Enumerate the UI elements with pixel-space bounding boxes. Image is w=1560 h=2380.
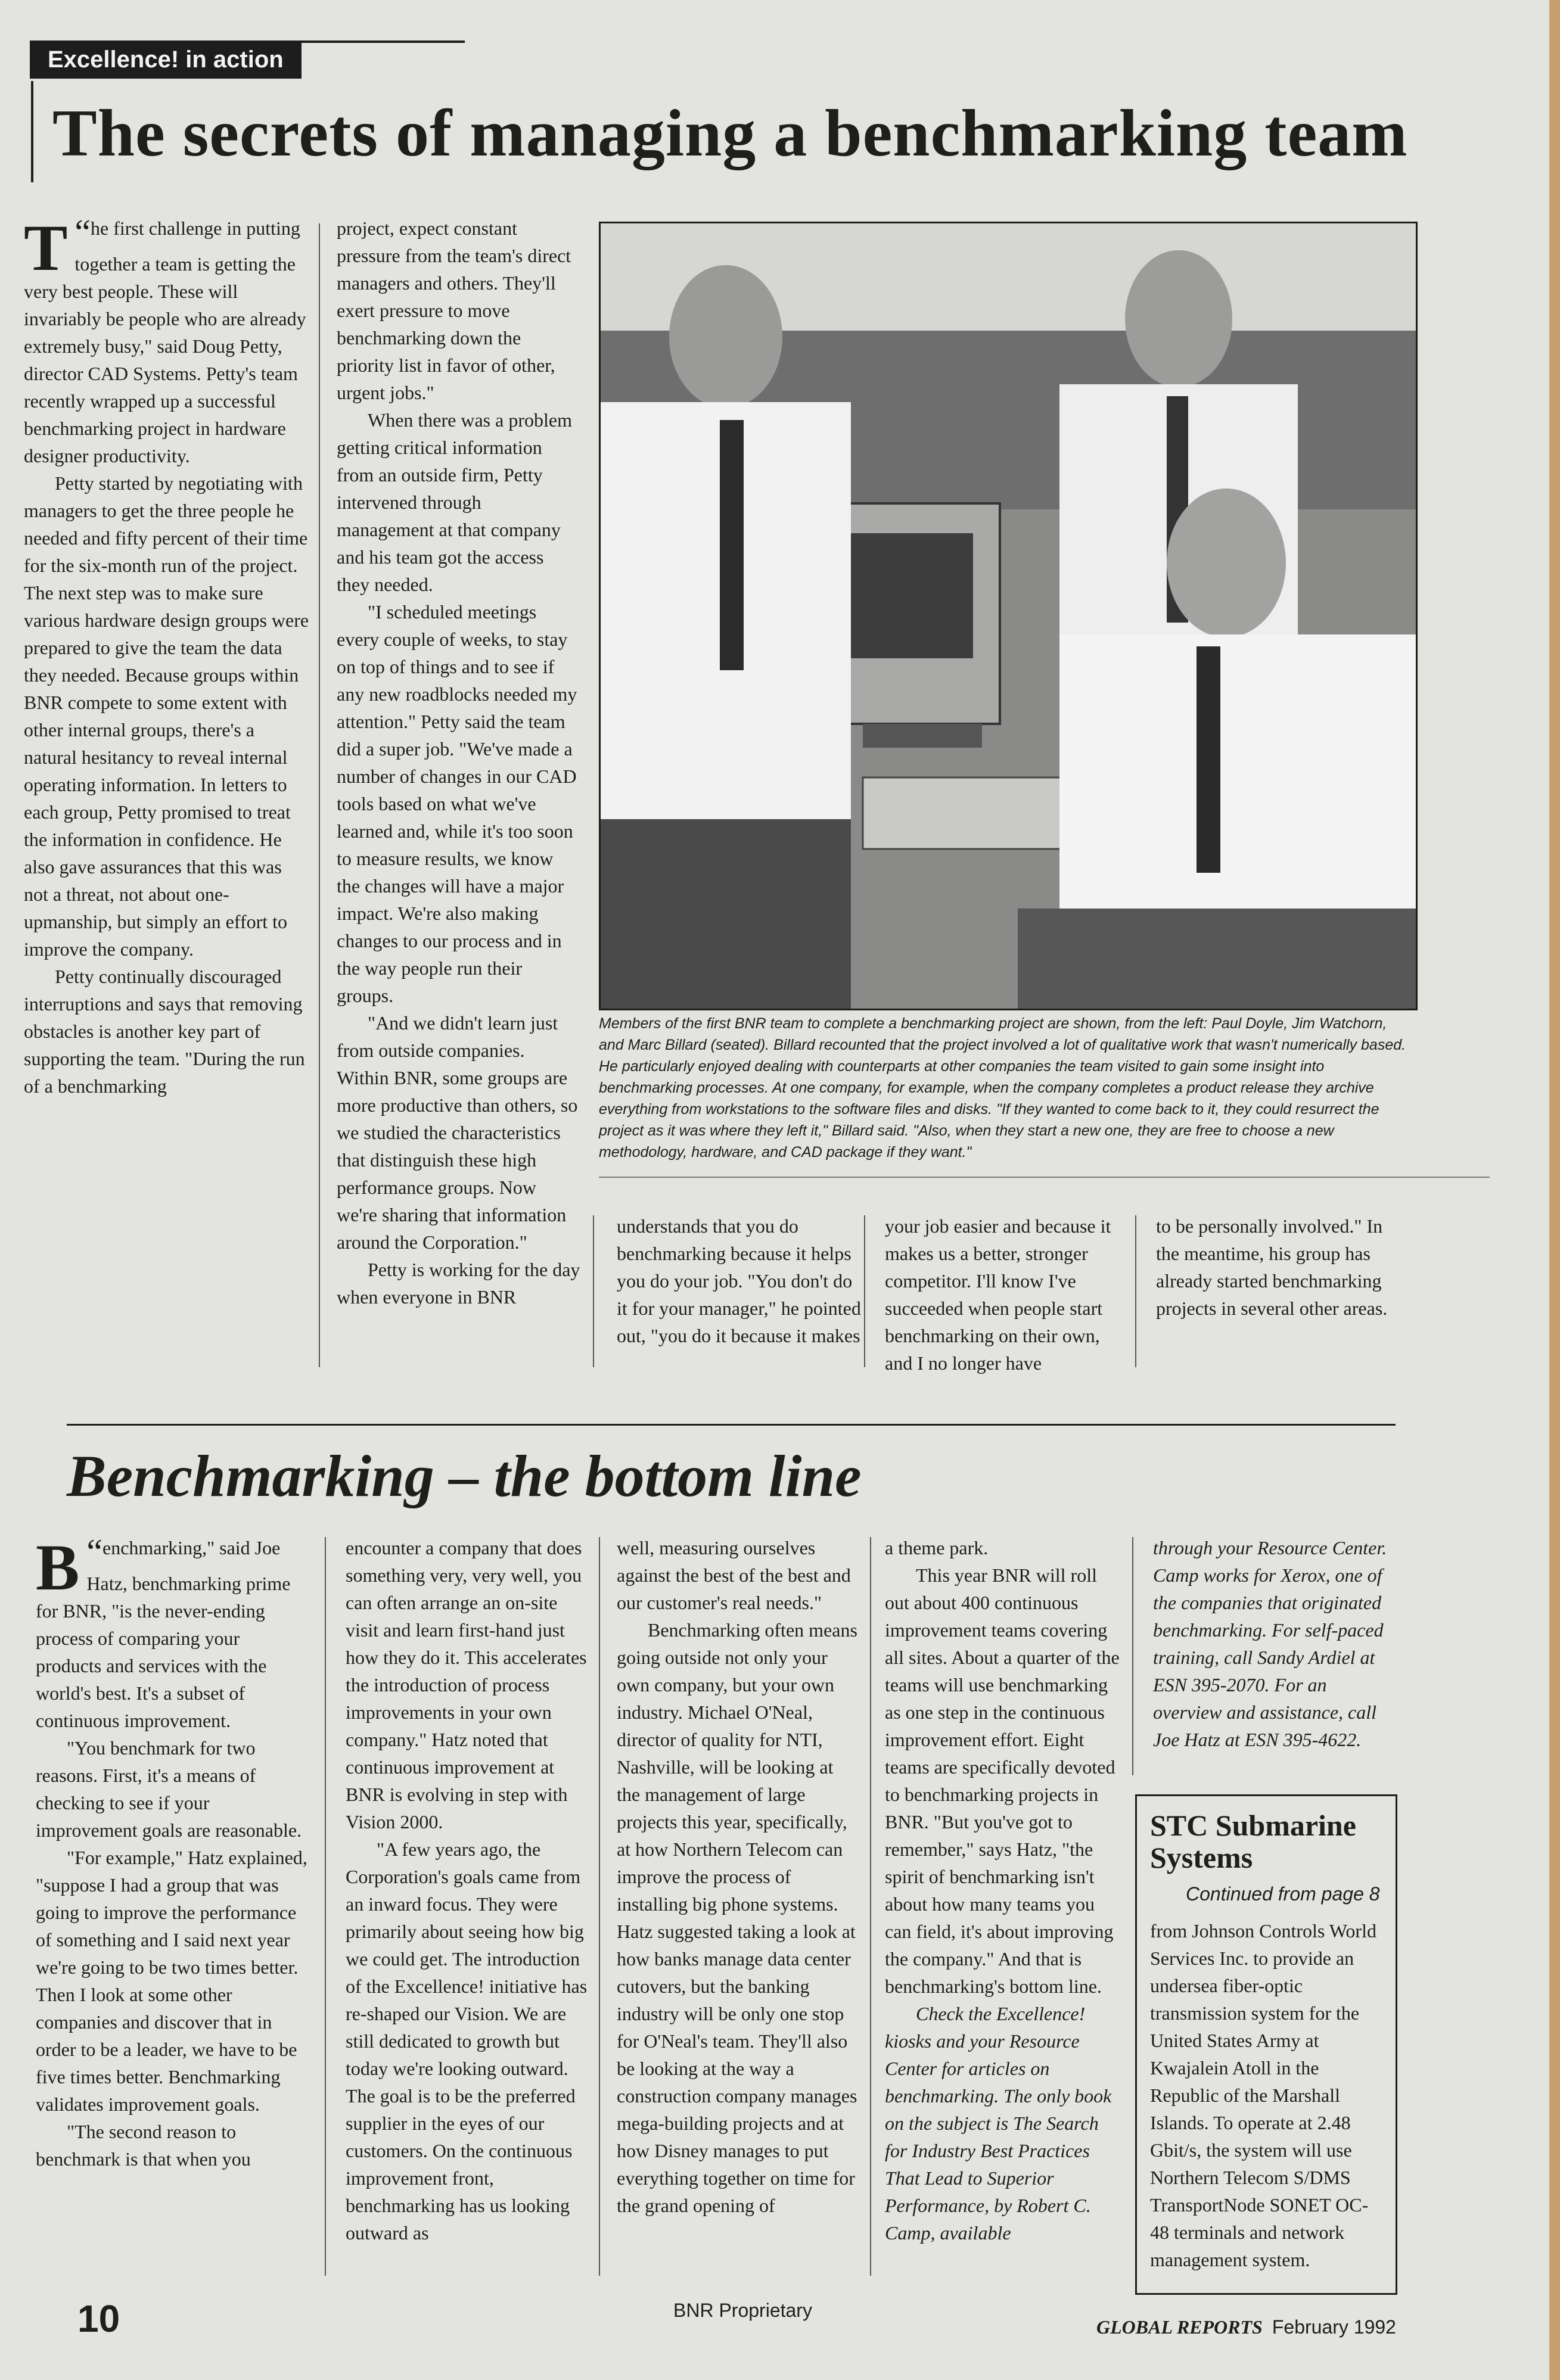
article2-col4-p2: This year BNR will roll out about 400 continuous improvement teams covering all sites. About a quarter of the teams will use benchmarking as one step in the continuous improvement effort. Eight teams are specifically devoted to benchmarking projects in BNR. "But you've got to remember," says Hatz, "the spirit of benchmarking isn't about how many teams you can field, it's about improving the company." And that is benchmarking's bottom line. [885,1564,1120,1997]
sidebar-body: from Johnson Controls World Services Inc. to provide an undersea fiber-optic transmission system for the United States Army at Kwajalein Atoll in the Republic of the Marshall Islands. To operate at 2.48 Gbit/s, the system will use Northern Telecom S/DMS TransportNode SONET OC-48 terminals and network management system. [1150,1920,1376,2270]
caption-rule [599,1177,1490,1178]
column-divider [593,1215,594,1367]
article1-headline: The secrets of managing a benchmarking team [52,97,1408,170]
column-divider [319,223,320,1367]
section-kicker: Excellence! in action [30,41,302,79]
article1-dropcap: T [24,211,68,284]
page-number: 10 [77,2297,120,2340]
sidebar-title: STC Submarine Systems [1150,1809,1356,1874]
column-divider [599,1537,600,2276]
team-photo [599,222,1418,1010]
article1-col1-p1: he first challenge in putting together a team is getting the very best people. These will invariably be people who are already extremely busy," said Doug Petty, director CAD Systems. Petty's team recently wrapped up a successful benchmarking project in hardware designer productivity. [24,217,306,466]
headline-rule [31,81,33,182]
article1-col4: your job easier and because it makes us a better, stronger competitor. I'll know I've succeeded when people start benchmarking on their own, and I no longer have [885,1215,1111,1374]
publication-date: February 1992 [1272,2316,1396,2338]
article2-col2-p1: encounter a company that does something very, very well, you can often arrange an on-site visit and learn first-hand just how they do it. This accelerates the introduction of process improvements in your own company." Hatz noted that continuous improvement at BNR is evolving in step with Vision 2000. [346,1537,587,1833]
article1-col5: to be personally involved." In the meantime, his group has already started benchmarking projects in several other areas. [1156,1215,1388,1319]
article1-col2-p3: "I scheduled meetings every couple of weeks, to stay on top of things and to see if any new roadblocks needed my attention." Petty said the team did a super job. "We've made a number of changes in our CAD tools based on what we've learned and, while it's too soon to measure results, we know the changes will have a major impact. We're also making changes to our process and in the way people run their groups. [337,601,577,1006]
column-divider [870,1537,871,2276]
article2-column-3 [617,1534,861,2219]
article2-col5: through your Resource Center. Camp works for Xerox, one of the companies that originated benchmarking. For self-paced training, call Sandy Ardiel at ESN 395-2070. For an overview and assistance, call Joe Hatz at ESN 395-4622. [1153,1537,1387,1750]
article2-column-4 [885,1534,1123,2247]
article2-col1-p3: "For example," Hatz explained, "suppose I had a group that was going to improve the performance of something and I said next year we're going to be two times better. Then I look at some other companies and discover that in order to be a leader, we have to be five times better. Benchmarking validates improvement goals. [36,1847,307,2115]
stc-sidebar-box [1135,1794,1397,2295]
article1-col2-p4: "And we didn't learn just from outside companies. Within BNR, some groups are more productive than others, so we studied the characteristics that distinguish these high performance groups. Now we're sharing that information around the Corporation." [337,1012,578,1253]
article2-column-1: “ B enchmarking," said Joe Hatz, benchmarking prime for BNR, "is the never-ending process of comparing your products and services with the world's best. It's a subset of continuous improvement. "You benchmark for two reasons. First, it's a means of checking to see if your improvement goals are reasonable. "For example," Hatz explained, "suppose I had a group that was going to improve the performance of something and I said next year we're going to be two times better. Then I look at some other companies and discover that in order to be a leader, we have to be five times better. Benchmarking validates improvement goals. "The second reason to benchmark is that when you [36,1534,310,2173]
publication-name: GLOBAL REPORTS [1096,2316,1263,2338]
article1-col2-p5: Petty is working for the day when everyone in BNR [337,1259,580,1308]
article2-column-5 [1153,1534,1397,1753]
article2-col1-p4: "The second reason to benchmark is that when you [36,2121,251,2170]
article2-dropcap: B [36,1531,80,1604]
column-divider [1135,1215,1136,1367]
article2-col3-p2: Benchmarking often means going outside not only your own company, but your own industry. Michael O'Neal, director of quality for NTI, Nashville, will be looking at the management of large projects this year, specifically, at how Northern Telecom can improve the process of installing big phone systems. Hatz suggested taking a look at how banks manage data center cutovers, but the banking industry will be only one stop for O'Neal's team. They'll also be looking at the way a construction company manages mega-building projects and at how Disney manages to put everything together on time for the grand opening of [617,1619,857,2216]
article2-col3-p1: well, measuring ourselves against the best of the best and our customer's real needs." [617,1537,851,1613]
article2-column-2 [346,1534,590,2247]
article2-headline: Benchmarking – the bottom line [67,1443,862,1509]
article2-col4-p1: a theme park. [885,1537,989,1558]
article2-col4-p3: Check the Excellence! kiosks and your Resource Center for articles on benchmarking. The only book on the subject is The Search for Industry Best Practices That Lead to Superior Performance, by Robert C. Camp, available [885,2003,1112,2244]
column-divider [1132,1537,1133,1775]
footer-publication [1096,2316,1396,2338]
article2-col1-p1: enchmarking," said Joe Hatz, benchmarking prime for BNR, "is the never-ending process of comparing your products and services with the world's best. It's a subset of continuous improvement. [36,1537,291,1731]
article2-col2-p2: "A few years ago, the Corporation's goals came from an inward focus. They were primarily about seeing how big we could get. The introduction of the Excellence! initiative has re-shaped our Vision. We are still dedicated to growth but today we're looking outward. The goal is to be the preferred supplier in the eyes of our customers. On the continuous improvement front, benchmarking has us looking outward as [346,1838,588,2244]
article1-col2-p1: project, expect constant pressure from the team's direct managers and others. They'll exert pressure to move benchmarking down the priority list in favor of other, urgent jobs." [337,217,571,403]
article1-column-1: “ T he first challenge in putting together a team is getting the very best people. These will invariably be people who are already extremely busy," said Doug Petty, director CAD Systems. Petty's team recently wrapped up a successful benchmarking project in hardware designer productivity. Petty started by negotiating with managers to get the three people he needed and fifty percent of their time for the six-month run of the project. The next step was to make sure various hardware design groups were prepared to give the team the data they needed. Because groups within BNR compete to some extent with other internal groups, there's a natural hesitancy to reveal internal operating information. In letters to each group, Petty promised to treat the information in confidence. He also gave assurances that this was not a threat, not about one-upmanship, but simply an effort to improve the company. Petty continually discouraged interruptions and says that removing obstacles is another key part of supporting the team. "During the run of a benchmarking [24,214,310,1100]
sidebar-continued-note: Continued from page 8 [1186,1883,1380,1905]
section-rule [67,1424,1396,1426]
article1-col2-p2: When there was a problem getting critical information from an outside firm, Petty intervened through management at that company and his team got the access they needed. [337,409,572,595]
article1-column-5 [1156,1212,1400,1322]
article2-col1-p2: "You benchmark for two reasons. First, it's a means of checking to see if your improvement goals are reasonable. [36,1737,302,1841]
article1-col1-p3: Petty continually discouraged interruptions and says that removing obstacles is another key part of supporting the team. "During the run of a benchmarking [24,966,305,1097]
photo-caption: Members of the first BNR team to complete a benchmarking project are shown, from the left: Paul Doyle, Jim Watchorn, and Marc Billard (seated). Billard recounted that the project involved a lot of qualitative work that wasn't numerically based. He particularly enjoyed dealing with counterparts at other companies the team visited to gain some insight into benchmarking processes. At one company, for example, when the company completes a product release they archive everything from workstations to the software files and disks. "If they wanted to come back to it, they could resurrect the project as it was where they left it," Billard said. "Also, when they start a new one, they are free to choose a new methodology, hardware, and CAD package if they want." [599,1015,1406,1161]
footer-proprietary: BNR Proprietary [673,2300,812,2321]
article1-column-4 [885,1212,1129,1377]
article1-column-2 [337,214,581,1311]
article1-column-3 [617,1212,861,1349]
column-divider [325,1537,326,2276]
article1-col1-p2: Petty started by negotiating with managers to get the three people he needed and fifty percent of their time for the six-month run of the project. The next step was to make sure various hardware design groups were prepared to give the team the data they needed. Because groups within BNR compete to some extent with other internal groups, there's a natural hesitancy to reveal internal operating information. In letters to each group, Petty promised to treat the information in confidence. He also gave assurances that this was not a threat, not about one-upmanship, but simply an effort to improve the company. [24,472,309,960]
article1-col3: understands that you do benchmarking because it helps you do your job. "You don't do it for your manager," he pointed out, "you do it because it makes [617,1215,861,1346]
column-divider [864,1215,865,1367]
